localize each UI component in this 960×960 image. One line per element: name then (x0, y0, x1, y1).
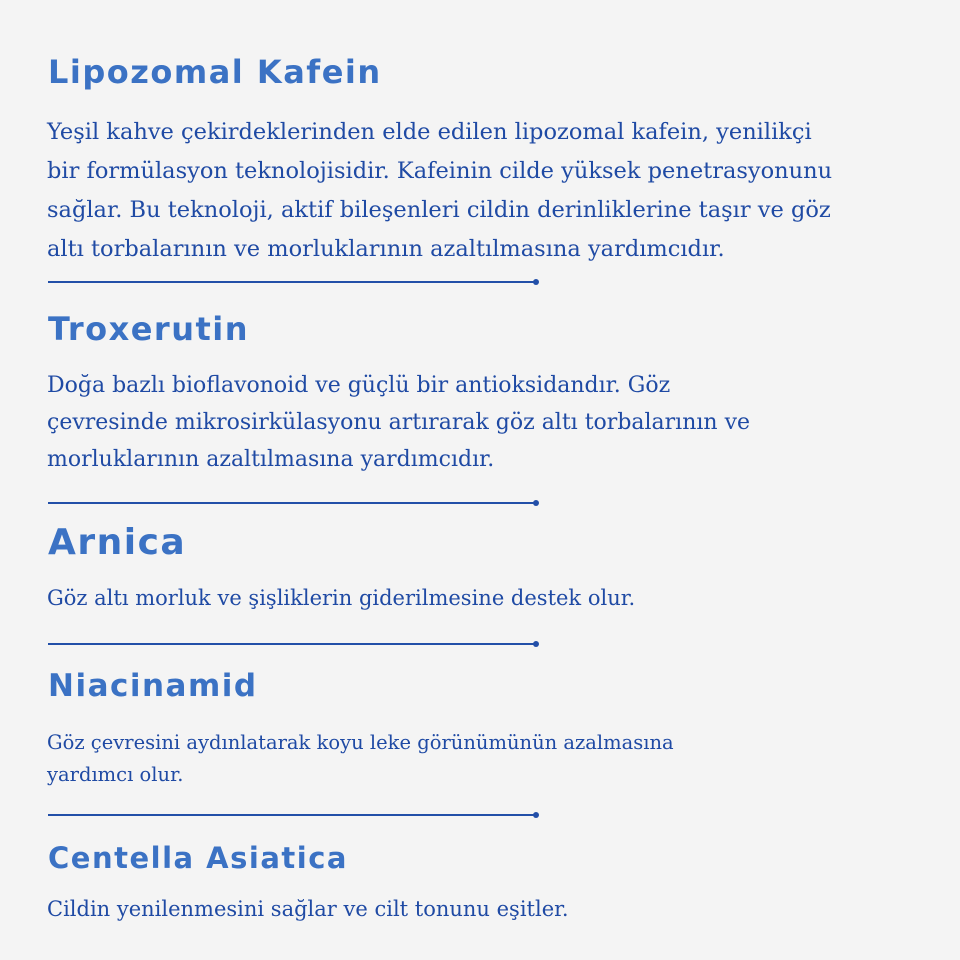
section-text-centella-asiatica (47, 893, 569, 925)
text-line: çevresinde mikrosirkülasyonu artırarak göz altı torbalarının ve (47, 410, 751, 435)
section-text-arnica (47, 582, 635, 614)
section-text-troxerutin (47, 367, 750, 478)
text-line: yardımcı olur. (47, 763, 184, 786)
divider-dot-icon (533, 279, 539, 285)
section-title-arnica: Arnica (48, 522, 187, 563)
section-divider (48, 502, 536, 504)
text-line: sağlar. Bu teknoloji, aktif bileşenleri cildin derinliklerine taşır ve göz (47, 197, 831, 223)
divider-dot-icon (533, 812, 539, 818)
section-divider (48, 281, 536, 283)
section-divider (48, 643, 536, 645)
divider-dot-icon (533, 500, 539, 506)
text-line: Göz altı morluk ve şişliklerin giderilmesine destek olur. (47, 586, 636, 610)
section-divider (48, 814, 536, 816)
text-line: Yeşil kahve çekirdeklerinden elde edilen lipozomal kafein, yenilikçi (47, 119, 812, 145)
section-title-lipozomal-kafein: Lipozomal Kafein (48, 53, 382, 91)
text-line: bir formülasyon teknolojisidir. Kafeinin cilde yüksek penetrasyonunu (47, 158, 833, 184)
section-text-niacinamid (47, 727, 674, 791)
text-line: Doğa bazlı bioflavonoid ve güçlü bir antioksidandır. Göz (47, 373, 671, 398)
section-text-lipozomal-kafein (47, 113, 832, 269)
section-title-niacinamid: Niacinamid (48, 668, 258, 704)
section-title-centella-asiatica: Centella Asiatica (48, 841, 348, 875)
text-line: altı torbalarının ve morluklarının azaltılmasına yardımcıdır. (47, 236, 725, 262)
section-title-troxerutin: Troxerutin (48, 310, 250, 348)
text-line: morluklarının azaltılmasına yardımcıdır. (47, 447, 495, 472)
divider-dot-icon (533, 641, 539, 647)
text-line: Göz çevresini aydınlatarak koyu leke görünümünün azalmasına (47, 731, 674, 754)
text-line: Cildin yenilenmesini sağlar ve cilt tonunu eşitler. (47, 897, 569, 921)
